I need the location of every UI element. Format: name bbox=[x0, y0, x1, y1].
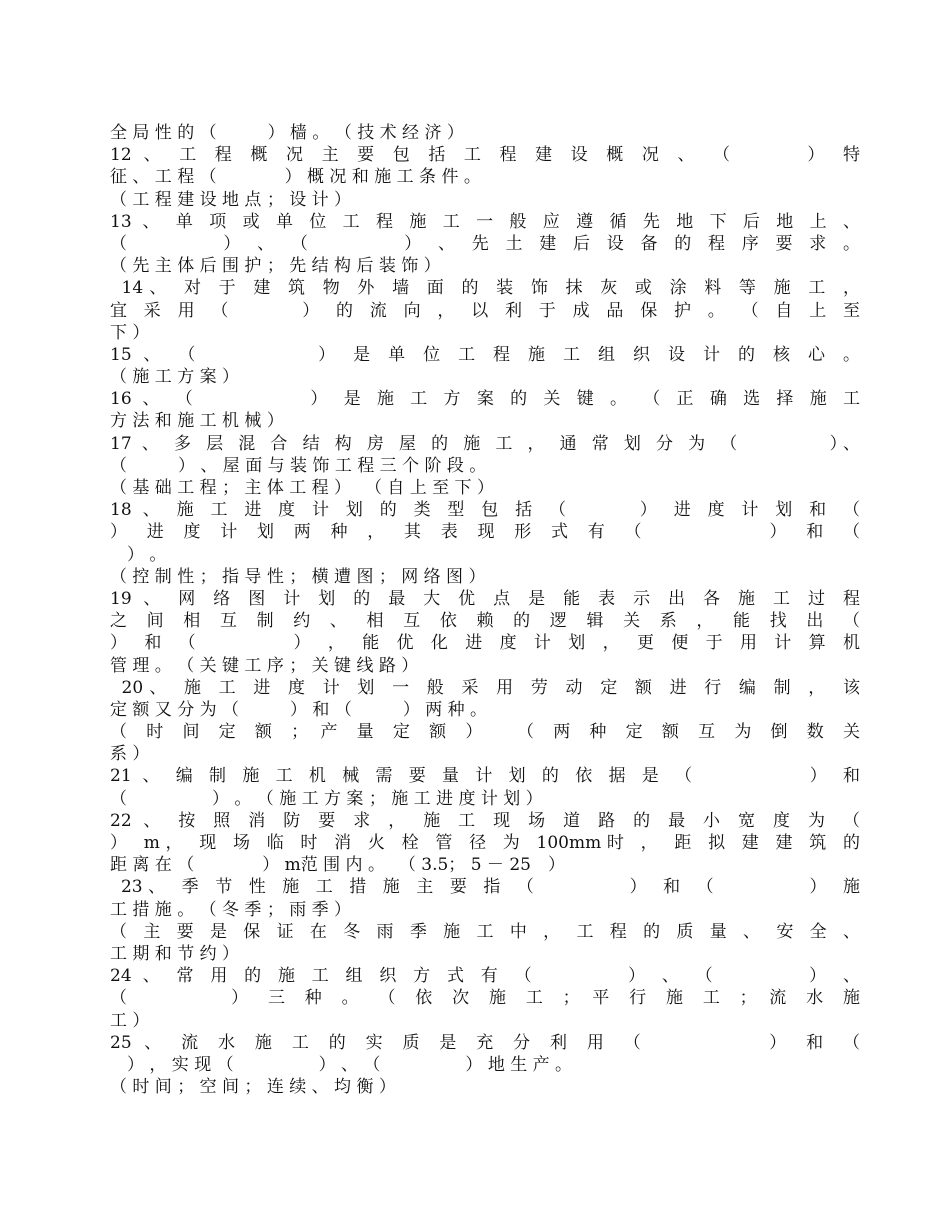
text-line: ） m， 现 场 临 时 消 火 栓 管 径 为 100mm时 ， 距 拟 建 建 筑 的 bbox=[110, 833, 860, 853]
text-line: 24 、 常 用 的 施 工 组 织 方 式 有 （ ） 、 （ ） 、 bbox=[110, 966, 860, 987]
text-line: 16 、 （ ） 是 施 工 方 案 的 关 键 。 （ 正 确 选 择 施 工 bbox=[110, 389, 860, 410]
text-line: 工 ） bbox=[110, 1010, 150, 1031]
text-line: 23、 季 节 性 施 工 措 施 主 要 指 （ ） 和 （ ） 施 bbox=[110, 877, 860, 898]
text-line: （ ） 三 种 。 （ 依 次 施 工 ； 平 行 施 工 ； 流 水 施 bbox=[110, 988, 860, 1009]
text-line: 14、 对 于 建 筑 物 外 墙 面 的 装 饰 抹 灰 或 涂 料 等 施 工 ， bbox=[110, 278, 860, 299]
text-line: 距 离 在 （ ） m范 围 内 。 （ 3.5； 5 － 25 ） bbox=[110, 855, 565, 876]
text-line: 19 、 网 络 图 计 划 的 最 大 优 点 是 能 表 示 出 各 施 工 过 程 bbox=[110, 588, 860, 609]
text-line: （ ） 、 （ ） 、 先 土 建 后 设 备 的 程 序 要 求 。 bbox=[110, 233, 860, 254]
text-line: 宜 采 用 （ ） 的 流 向 ， 以 利 于 成 品 保 护 。 （ 自 上 至 bbox=[110, 300, 860, 321]
text-line: （ ） 。 （ 施 工 方 案 ； 施 工 进 度 计 划 ） bbox=[110, 788, 543, 809]
text-line: 15 、 （ ） 是 单 位 工 程 施 工 组 织 设 计 的 核 心 。 bbox=[110, 344, 860, 365]
text-line: 工 期 和 节 约 ） bbox=[110, 943, 240, 964]
text-line: 之 间 相 互 制 约 、 相 互 依 赖 的 逻 辑 关 系 ， 能 找 出 （ bbox=[110, 611, 860, 632]
text-line: 工 措 施 。 （ 冬 季 ； 雨 季 ） bbox=[110, 899, 352, 920]
text-line: （ 基 础 工 程 ； 主 体 工 程 ） （ 自 上 至 下 ） bbox=[110, 478, 494, 498]
text-line: 征 、 工 程 （ ） 概 况 和 施 工 条 件 。 bbox=[110, 167, 481, 188]
text-line: 17 、 多 层 混 合 结 构 房 屋 的 施 工 ， 通 常 划 分 为 （ ）、 bbox=[110, 433, 860, 454]
text-line: （ 时 间 ； 空 间 ； 连 续 、 均 衡 ） bbox=[110, 1077, 396, 1098]
text-line: 下 ） bbox=[110, 322, 150, 343]
text-line: 管 理 。 （ 关 键 工 序 ； 关 键 线 路 ） bbox=[110, 655, 419, 676]
text-line: 12 、 工 程 概 况 主 要 包 括 工 程 建 设 概 况 、 （ ） 特 bbox=[110, 145, 860, 166]
text-line: 18 、 施 工 进 度 计 划 的 类 型 包 括 （ ） 进 度 计 划 和 （ bbox=[110, 500, 860, 521]
text-line: 20、 施 工 进 度 计 划 一 般 采 用 劳 动 定 额 进 行 编 制 ， 该 bbox=[110, 677, 860, 698]
text-line: （ 先 主 体 后 围 护 ； 先 结 构 后 装 饰 ） bbox=[110, 256, 441, 277]
text-line: 系 ） bbox=[110, 744, 150, 765]
text-line: ） 。 bbox=[110, 544, 167, 565]
text-line: ） 进 度 计 划 两 种 ， 其 表 现 形 式 有 （ ） 和 （ bbox=[110, 522, 860, 543]
text-line: 13 、 单 项 或 单 位 工 程 施 工 一 般 应 遵 循 先 地 下 后 地 上 、 bbox=[110, 211, 860, 232]
text-line: 方 法 和 施 工 机 械 ） bbox=[110, 411, 284, 432]
text-line: （ ） 、 屋 面 与 装 饰 工 程 三 个 阶 段 。 bbox=[110, 455, 487, 476]
text-line: 25 、 流 水 施 工 的 实 质 是 充 分 利 用 （ ） 和 （ bbox=[110, 1032, 860, 1053]
text-line: ） 和 （ ） ， 能 优 化 进 度 计 划 ， 更 便 于 用 计 算 机 bbox=[110, 633, 860, 654]
text-line: 21 、 编 制 施 工 机 械 需 要 量 计 划 的 依 据 是 （ ） 和 bbox=[110, 766, 860, 787]
text-line: （ 工 程 建 设 地 点 ； 设 计 ） bbox=[110, 189, 352, 210]
document-page bbox=[110, 122, 860, 1098]
text-line: ） ， 实 现 （ ） 、 （ ） 地 生 产 。 bbox=[110, 1054, 573, 1075]
text-line: 22 、 按 照 消 防 要 求 ， 施 工 现 场 道 路 的 最 小 宽 度 为 （ bbox=[110, 810, 860, 831]
text-line: （ 时 间 定 额 ； 产 量 定 额 ） （ 两 种 定 额 互 为 倒 数 关 bbox=[110, 722, 860, 743]
text-line: 定 额 又 分 为 （ ） 和 （ ） 两 种 。 bbox=[110, 699, 488, 720]
text-line: （ 控 制 性 ； 指 导 性 ； 横 遭 图 ； 网 络 图 ） bbox=[110, 566, 486, 587]
text-line: 全 局 性 的 （ ） 樯 。 （ 技 术 经 济 ） bbox=[110, 123, 464, 143]
text-line: （ 施 工 方 案 ） bbox=[110, 367, 240, 388]
text-line: （ 主 要 是 保 证 在 冬 雨 季 施 工 中 ， 工 程 的 质 量 、 安 全 、 bbox=[110, 921, 860, 942]
